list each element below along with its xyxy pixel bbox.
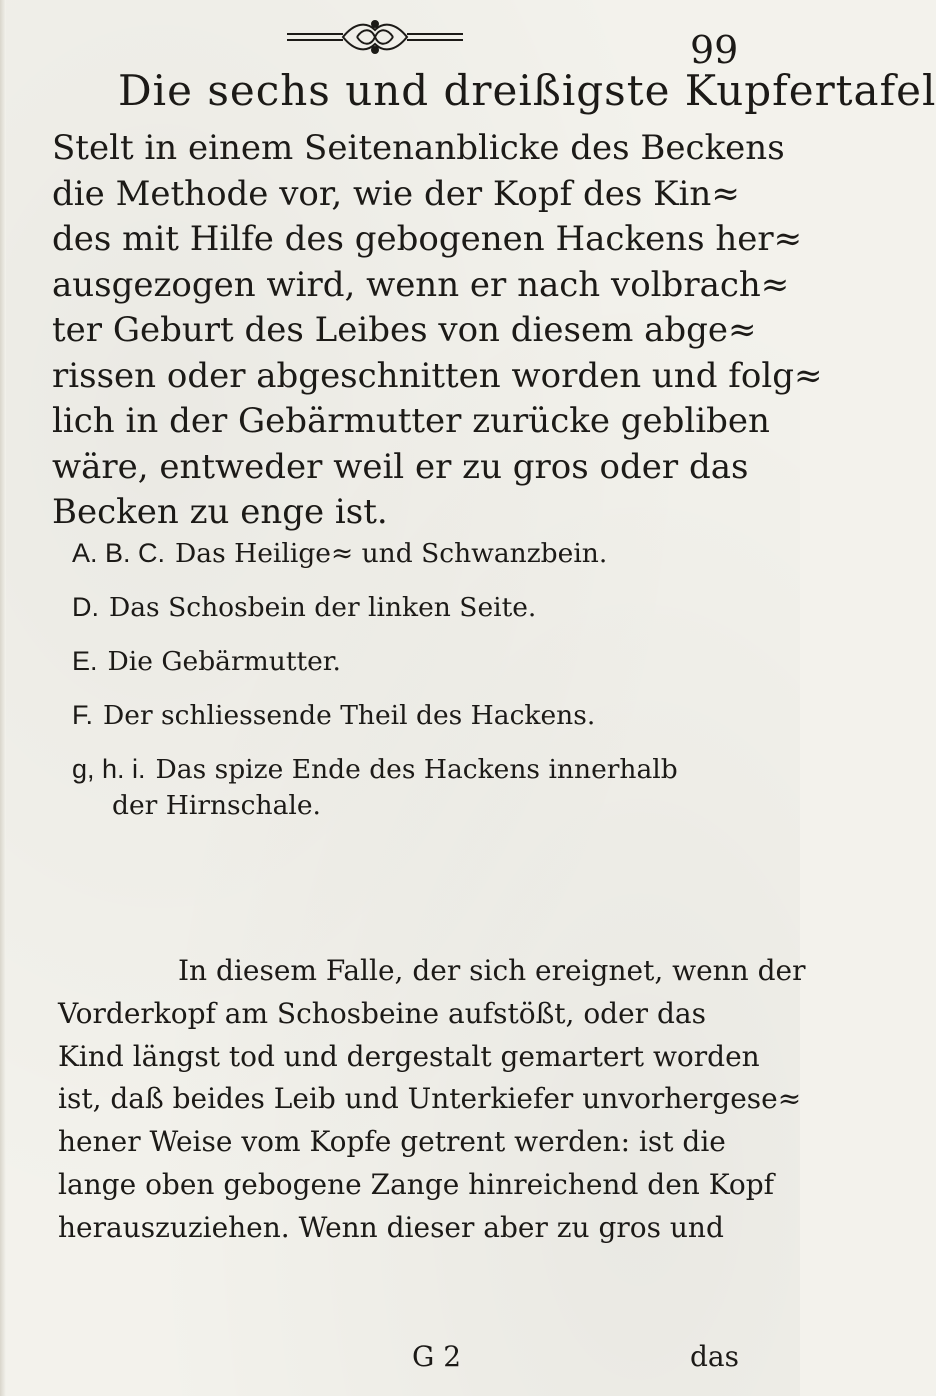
legend-item — [72, 526, 772, 580]
text-line: Becken zu enge ist. — [52, 492, 388, 532]
text-line: rissen oder abgeschnitten worden und folg≈ — [52, 355, 823, 396]
legend-text-continued: der Hirnschale. — [112, 790, 321, 821]
text-line: ter Geburt des Leibes von diesem abge≈ — [52, 310, 757, 350]
text-line: hener Weise vom Kopfe getrent werden: ist die — [58, 1125, 726, 1159]
body-paragraph — [58, 950, 806, 1250]
legend-key: D. — [72, 592, 99, 622]
text-line: ist, daß beides Leib und Unterkiefer unvorhergese≈ — [58, 1082, 802, 1116]
legend-item — [72, 634, 772, 688]
text-line: des mit Hilfe des gebogenen Hackens her≈ — [52, 219, 803, 259]
catchword: das — [690, 1340, 739, 1373]
text-line: herauszuziehen. Wenn dieser aber zu gros und — [58, 1210, 724, 1244]
legend-item — [72, 580, 772, 634]
plate-heading: Die sechs und dreißigste Kupfertafel — [118, 66, 936, 115]
page-number: 99 — [690, 28, 739, 72]
text-line: wäre, entweder weil er zu gros oder das — [52, 446, 749, 487]
legend-item — [72, 742, 772, 826]
text-line: Vorderkopf am Schosbeine aufstößt, oder das — [58, 996, 706, 1030]
legend-text: Das Heilige≈ und Schwanzbein. — [175, 538, 608, 569]
legend-key: A. B. C. — [72, 538, 166, 568]
text-line: lange oben gebogene Zange hinreichend den Kopf — [58, 1167, 775, 1201]
legend-text: Das spize Ende des Hackens innerhalb — [155, 754, 678, 785]
legend-text: Das Schosbein der linken Seite. — [109, 592, 537, 623]
legend-key: g, h. i. — [72, 754, 146, 784]
legend-key: E. — [72, 646, 98, 676]
legend-key: F. — [72, 700, 94, 730]
ornament-divider-icon — [285, 16, 465, 58]
legend-text: Der schliessende Theil des Hackens. — [103, 700, 596, 731]
text-line: die Methode vor, wie der Kopf des Kin≈ — [52, 173, 740, 214]
text-line: Kind längst tod und dergestalt gemartert worden — [58, 1039, 760, 1073]
signature-mark: G 2 — [412, 1340, 462, 1373]
legend-item — [72, 688, 772, 742]
text-line: ausgezogen wird, wenn er nach volbrach≈ — [52, 264, 790, 305]
text-line: lich in der Gebärmutter zurücke gebliben — [52, 401, 770, 441]
text-line: In diesem Falle, der sich ereignet, wenn der — [178, 954, 806, 987]
intro-paragraph — [52, 126, 823, 536]
text-line: Stelt in einem Seitenanblicke des Beckens — [52, 128, 785, 168]
page-binding-edge — [0, 0, 6, 1396]
legend-text: Die Gebärmutter. — [107, 646, 341, 677]
figure-legend — [72, 526, 772, 840]
